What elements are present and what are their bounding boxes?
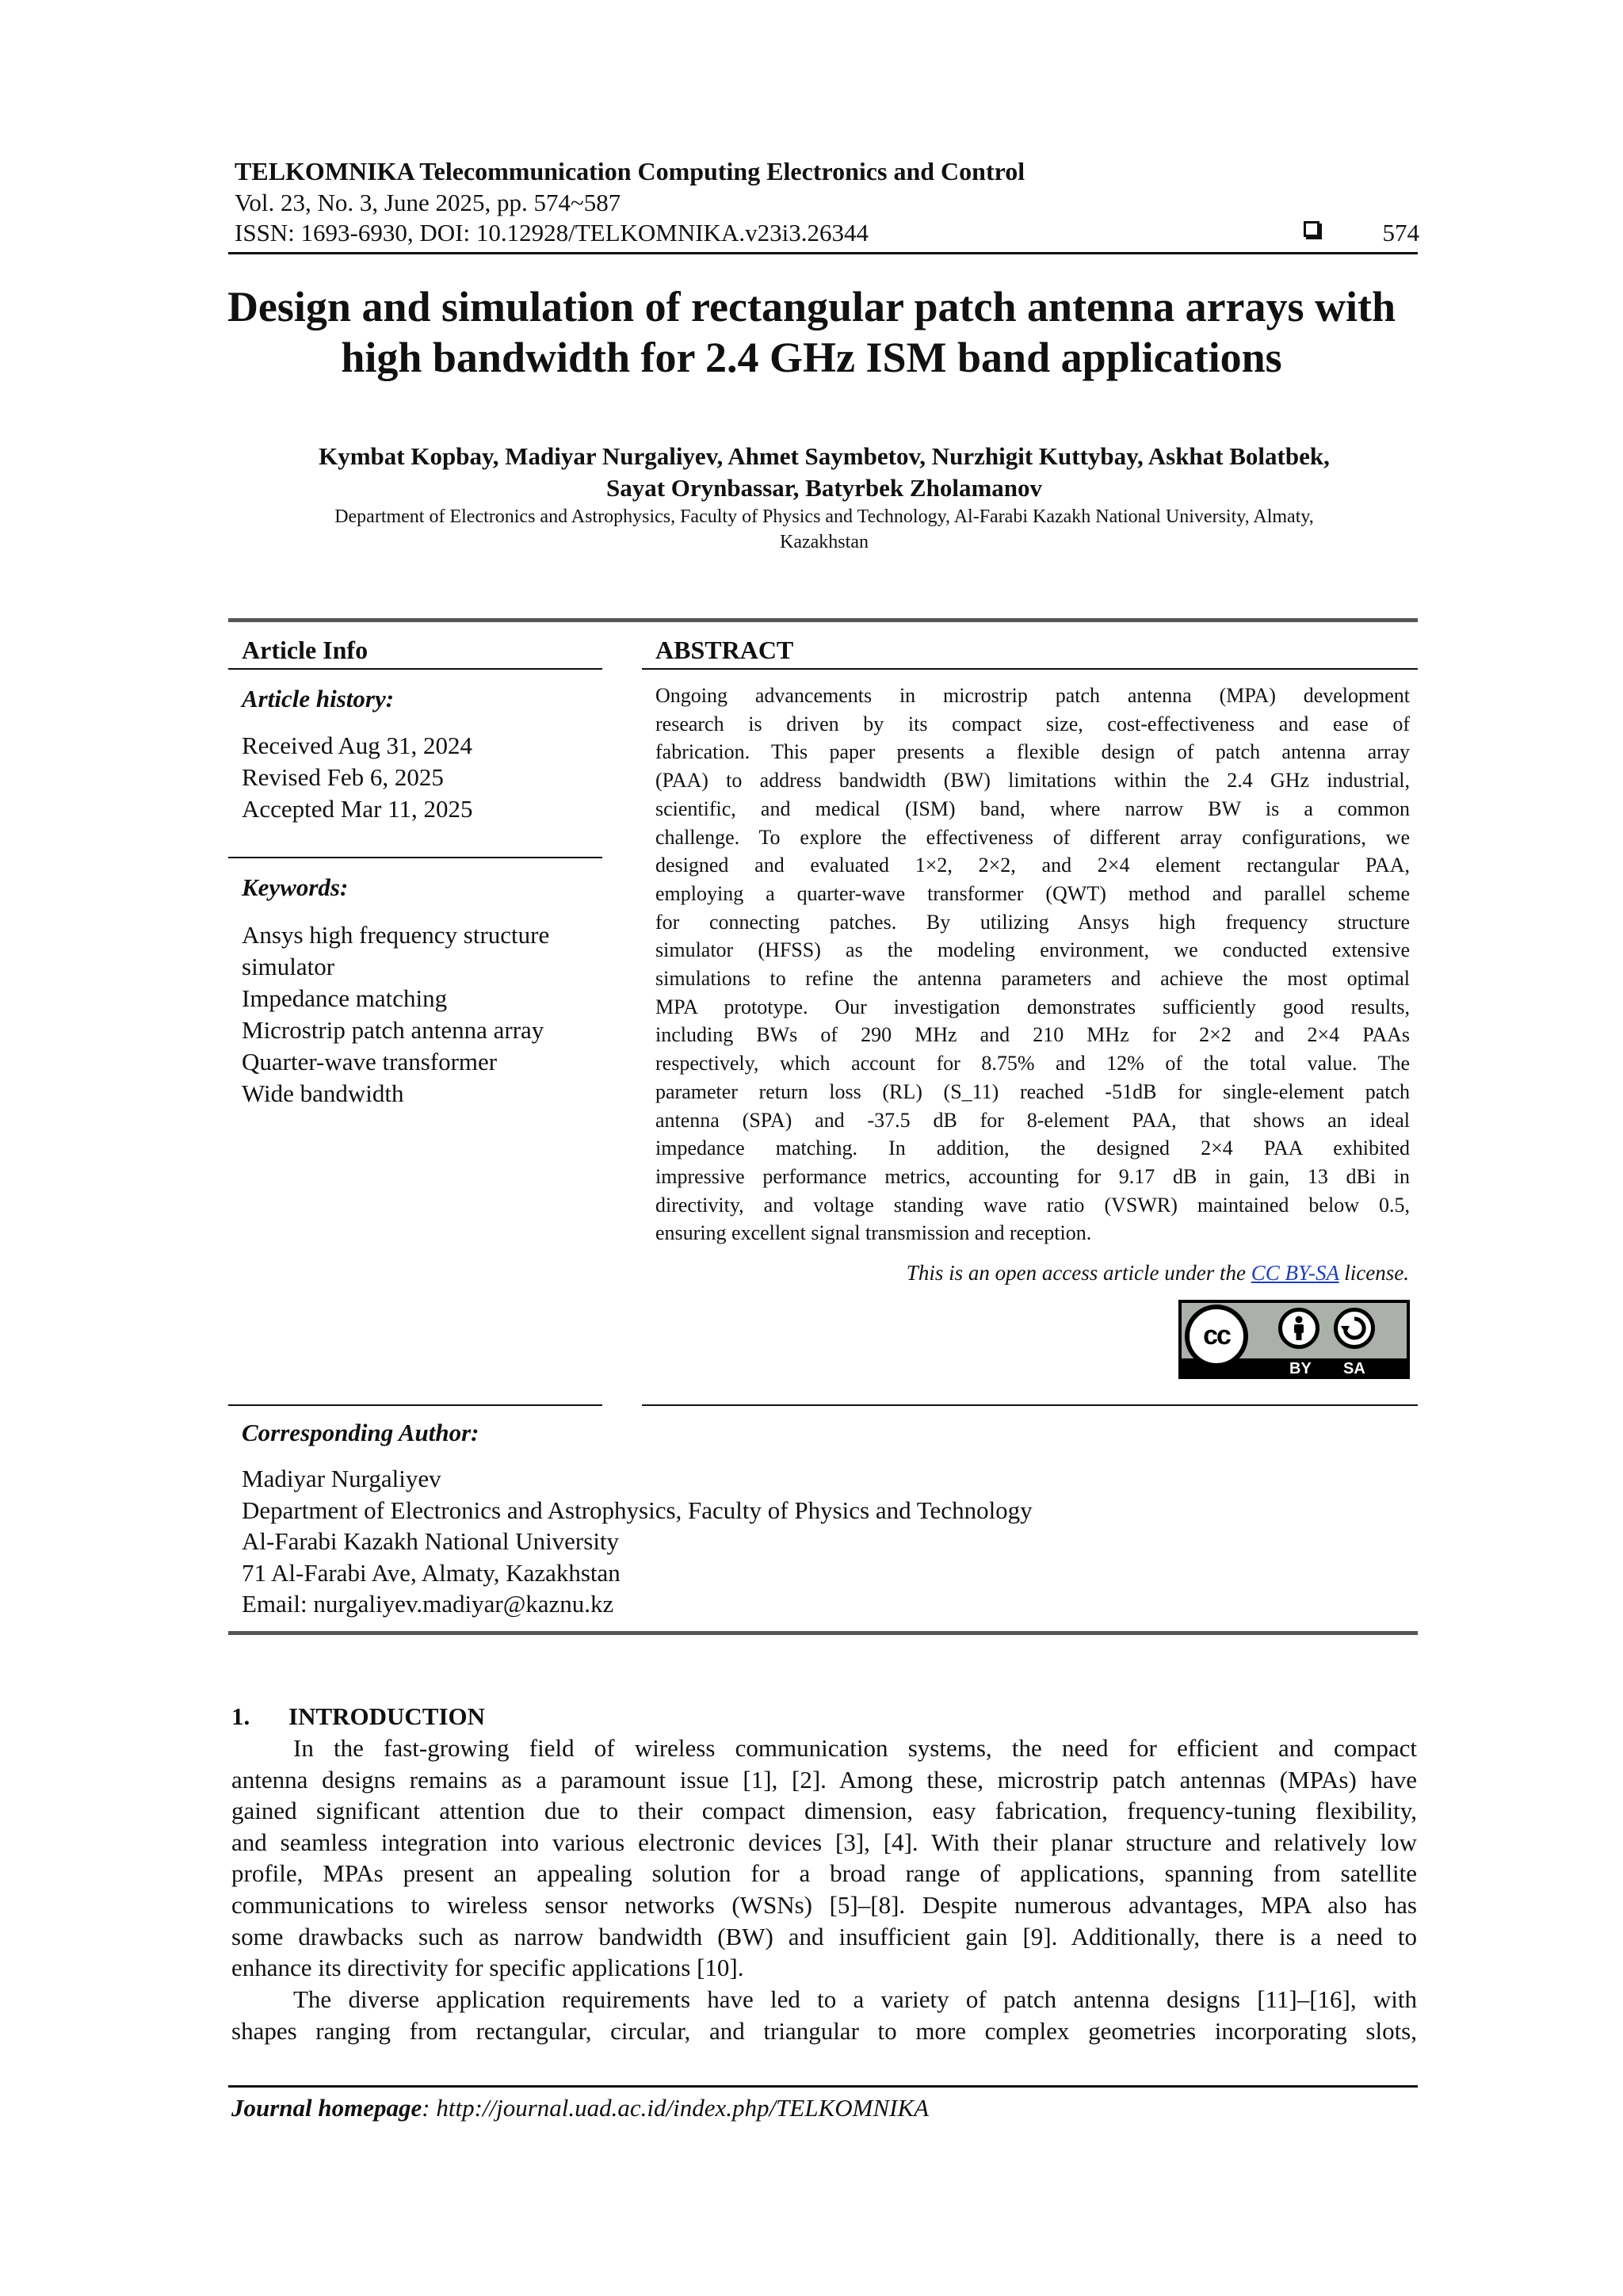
abstract-rule	[642, 668, 1418, 670]
keyword: Quarter-wave transformer	[242, 1048, 498, 1075]
body-line: gained significant attention due to their compact dimension, easy fabrication, frequency-tuning flexibility,	[231, 1797, 1417, 1825]
corresponding-author-details	[242, 1463, 1033, 1620]
abstract-line: scientific, and medical (ISM) band, where narrow BW is a common	[655, 797, 1410, 820]
section-number: 1.	[231, 1702, 250, 1730]
abstract-line: simulator (HFSS) as the modeling environment, we conducted extensive	[655, 938, 1410, 962]
body-line: communications to wireless sensor networks (WSNs) [5]–[8]. Despite numerous advantages, MPA also has	[231, 1890, 1417, 1919]
share-alike-icon	[1334, 1308, 1375, 1349]
cc-icon: cc	[1185, 1305, 1248, 1368]
corresponding-email: Email: nurgaliyev.madiyar@kaznu.kz	[242, 1590, 614, 1618]
page-number: 574	[1382, 219, 1419, 246]
homepage-label: Journal homepage	[231, 2094, 422, 2122]
abstract-line: research is driven by its compact size, cost-effectiveness and ease of	[655, 712, 1410, 735]
abstract-line: fabrication. This paper presents a flexible design of patch antenna array	[655, 740, 1410, 764]
keyword: simulator	[242, 953, 335, 980]
affiliation-line: Kazakhstan	[780, 532, 869, 552]
body-line: antenna designs remains as a paramount issue [1], [2]. Among these, microstrip patch antennas (MPAs) have	[231, 1765, 1417, 1794]
license-prefix: This is an open access article under the	[906, 1261, 1251, 1285]
abstract-heading: ABSTRACT	[655, 636, 794, 664]
section-title: INTRODUCTION	[288, 1702, 486, 1730]
license-link[interactable]: CC BY-SA	[1251, 1261, 1339, 1285]
abstract-line: directivity, and voltage standing wave ratio (VSWR) maintained below 0.5,	[655, 1193, 1410, 1217]
keyword: Ansys high frequency structure	[242, 921, 550, 949]
journal-volume: Vol. 23, No. 3, June 2025, pp. 574~587	[235, 189, 621, 216]
author-line: Kymbat Kopbay, Madiyar Nurgaliyev, Ahmet Saymbetov, Nurzhigit Kuttybay, Askhat Bolatbek,	[319, 442, 1330, 470]
abstract-line: respectively, which account for 8.75% and 12% of the total value. The	[655, 1052, 1410, 1075]
abstract-line: Ongoing advancements in microstrip patch antenna (MPA) development	[655, 684, 1410, 707]
body-line: enhance its directivity for specific applications [10].	[231, 1954, 744, 1982]
history-accepted: Accepted Mar 11, 2025	[242, 795, 473, 823]
corresponding-author-heading: Corresponding Author:	[242, 1419, 479, 1446]
footer-rule	[228, 2085, 1418, 2088]
header-rule	[228, 252, 1418, 254]
journal-homepage	[231, 2092, 929, 2124]
body-line: profile, MPAs present an appealing solution for a broad range of applications, spanning from satellite	[231, 1859, 1417, 1888]
abstract-line: for connecting patches. By utilizing Ansys high frequency structure	[655, 910, 1410, 934]
abstract-bottom-rule	[642, 1404, 1418, 1406]
author-list	[230, 441, 1419, 504]
journal-issn-doi: ISSN: 1693-6930, DOI: 10.12928/TELKOMNIKA.v23i3.26344	[235, 219, 869, 246]
corresponding-name: Madiyar Nurgaliyev	[242, 1465, 441, 1492]
keyword: Microstrip patch antenna array	[242, 1016, 544, 1044]
abstract-line: ensuring excellent signal transmission and reception.	[655, 1221, 1092, 1245]
keywords-heading: Keywords:	[242, 873, 349, 901]
abstract-line: parameter return loss (RL) (S_11) reached -51dB for single-element patch	[655, 1079, 1410, 1103]
abstract-line: including BWs of 290 MHz and 210 MHz for 2×2 and 2×4 PAAs	[655, 1023, 1410, 1047]
article-history-heading: Article history:	[242, 685, 395, 712]
corresponding-bottom-rule	[228, 1631, 1418, 1635]
article-history	[242, 730, 473, 825]
affiliation-line: Department of Electronics and Astrophysics, Faculty of Physics and Technology, Al-Farabi Kazakh National University, Almaty,	[334, 506, 1314, 527]
badge-sa-label: SA	[1343, 1360, 1365, 1377]
badge-by-label: BY	[1289, 1360, 1312, 1377]
introduction-paragraph-2	[231, 1984, 1417, 2046]
info-top-rule	[228, 618, 1418, 622]
keywords-list	[242, 919, 549, 1110]
header-box-icon	[1304, 221, 1319, 237]
attribution-person-icon	[1278, 1308, 1319, 1349]
corresponding-department: Department of Electronics and Astrophysics, Faculty of Physics and Technology	[242, 1496, 1033, 1524]
journal-name: TELKOMNIKA Telecommunication Computing Electronics and Control	[235, 157, 1025, 185]
body-line: In the fast-growing field of wireless communication systems, the need for efficient and compact	[293, 1734, 1417, 1762]
article-info-heading: Article Info	[242, 636, 369, 664]
abstract-line: antenna (SPA) and -37.5 dB for 8-element PAA, that shows an ideal	[655, 1108, 1410, 1132]
info-bottom-rule	[228, 1404, 602, 1406]
body-line: The diverse application requirements have led to a variety of patch antenna designs [11]–[16], with	[293, 1985, 1417, 2013]
abstract-line: employing a quarter-wave transformer (QWT) method and parallel scheme	[655, 881, 1410, 905]
abstract-line: designed and evaluated 1×2, 2×2, and 2×4 element rectangular PAA,	[655, 854, 1410, 877]
abstract-line: impedance matching. In addition, the designed 2×4 PAA exhibited	[655, 1137, 1410, 1160]
abstract-text	[655, 682, 1410, 1247]
cc-by-sa-badge[interactable]	[1178, 1300, 1410, 1379]
abstract-line: impressive performance metrics, accounting for 9.17 dB in gain, 13 dBi in	[655, 1164, 1410, 1188]
abstract-line: (PAA) to address bandwidth (BW) limitations within the 2.4 GHz industrial,	[655, 769, 1410, 793]
body-line: and seamless integration into various electronic devices [3], [4]. With their planar structure and relatively low	[231, 1828, 1417, 1856]
paper-title: Design and simulation of rectangular patch antenna arrays with high bandwidth for 2.4 GHz ISM band applications	[227, 283, 1396, 381]
keyword: Wide bandwidth	[242, 1079, 404, 1107]
affiliation	[238, 504, 1411, 555]
history-revised: Revised Feb 6, 2025	[242, 763, 444, 791]
corresponding-address: 71 Al-Farabi Ave, Almaty, Kazakhstan	[242, 1558, 621, 1587]
corresponding-university: Al-Farabi Kazakh National University	[242, 1527, 620, 1555]
history-rule	[228, 857, 602, 858]
homepage-url[interactable]: : http://journal.uad.ac.id/index.php/TELKOMNIKA	[422, 2094, 930, 2122]
history-received: Received Aug 31, 2024	[242, 732, 473, 759]
keyword: Impedance matching	[242, 984, 448, 1012]
body-line: shapes ranging from rectangular, circular, and triangular to more complex geometries incorporating slots,	[231, 2016, 1417, 2045]
introduction-paragraph-1	[231, 1733, 1417, 1984]
body-line: some drawbacks such as narrow bandwidth (BW) and insufficient gain [9]. Additionally, there is a need to	[231, 1922, 1417, 1950]
introduction-heading	[231, 1701, 485, 1733]
abstract-line: simulations to refine the antenna parameters and achieve the most optimal	[655, 967, 1410, 991]
license-suffix: license.	[1338, 1261, 1409, 1285]
abstract-line: challenge. To explore the effectiveness of different array configurations, we	[655, 825, 1410, 849]
open-access-notice	[832, 1259, 1409, 1287]
article-info-rule	[228, 668, 602, 670]
abstract-line: MPA prototype. Our investigation demonstrates sufficiently good results,	[655, 995, 1410, 1018]
author-line: Sayat Orynbassar, Batyrbek Zholamanov	[605, 474, 1043, 502]
